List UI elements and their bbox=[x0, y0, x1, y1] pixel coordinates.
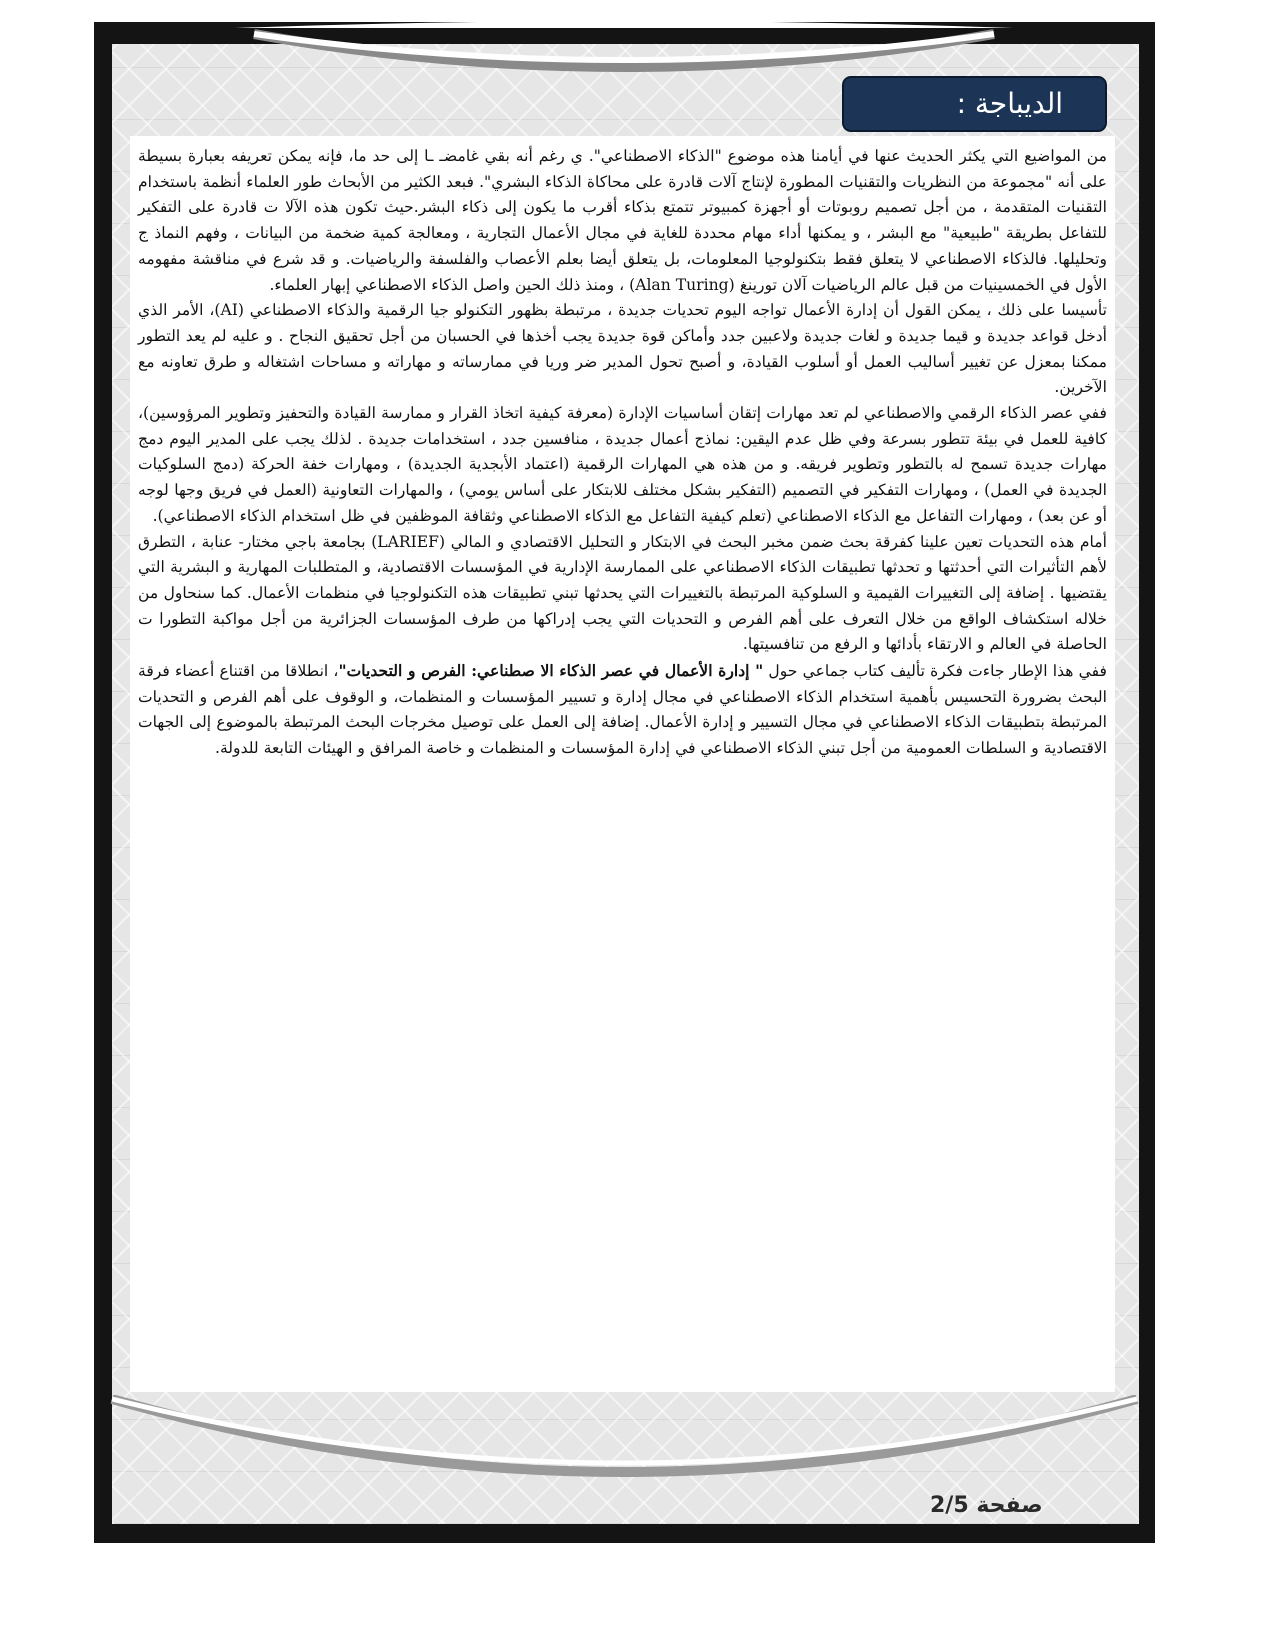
book-idea-lead: ففي هذا الإطار جاءت فكرة تأليف كتاب جماعي حول bbox=[763, 662, 1107, 681]
book-idea-rest: ، انطلاقا من اقتناع أعضاء فرقة البحث بضرورة التحسيس بأهمية استخدام الذكاء الاصطناعي في مجال إدارة و تسيير المؤسسات و المنظمات، و الوقوف على أهم الفرص و التحديات المرتبطة بتطبيقات الذكاء الاصطناعي في مجال التسيير و إدارة الأعمال. إضافة إلى العمل على توصيل مخرجات البحث المرتبطة بالموضوع إلى الجهات الاقتصادية و السلطات العمومية من أجل تبني الذكاء الاصطناعي في إدارة المؤسسات و المنظمات و خاصة المرافق و الهيئات التابعة للدولة. bbox=[138, 662, 1107, 758]
paragraph-skills: ففي عصر الذكاء الرقمي والاصطناعي لم تعد مهارات إتقان أساسيات الإدارة (معرفة كيفية اتخاذ القرار و ممارسة القيادة والتحفيز وتطوير المرؤوسين)، كافية للعمل في بيئة تتطور بسرعة وفي ظل عدم اليقين: نماذج أعمال جديدة ، منافسين جدد ، استخدامات جديدة . لذلك يجب على المدير اليوم دمج مهارات جديدة تسمح له بالتطور وتطوير فريقه. و من هذه هي المهارات الرقمية (اعتماد الأبجدية الجديدة) ، ومهارات خفة الحركة (دمج السلوكيات الجديدة في العمل) ، ومهارات التفكير في التصميم (التفكير بشكل مختلف للابتكار على أساس يومي) ، والمهارات التعاونية (العمل في فريق وجها لوجه أو عن بعد) ، ومهارات التفاعل مع الذكاء الاصطناعي (تعلم كيفية التفاعل مع الذكاء الاصطناعي وثقافة الموظفين في ظل استخدام الذكاء الاصطناعي). bbox=[138, 404, 1107, 525]
page-number bbox=[930, 1493, 1080, 1518]
paragraph-book-idea bbox=[138, 658, 1107, 762]
body-text bbox=[130, 136, 1115, 1392]
page-number-value: 2/5 bbox=[930, 1493, 969, 1518]
paragraph-intro: من المواضيع التي يكثر الحديث عنها في أيامنا هذه موضوع "الذكاء الاصطناعي". ي رغم أنه بقي غامضـ ـا إلى حد ما، فإنه يمكن تعريفه بعبارة بسيطة على أنه "مجموعة من النظريات والتقنيات المطورة لإنتاج آلات قادرة على محاكاة الذكاء البشري". فبعد الكثير من الأبحاث طور العلماء أنظمة باستخدام التقنيات المتقدمة ، من أجل تصميم روبوتات أو أجهزة كمبيوتر تتمتع بذكاء أقرب ما يكون إلى ذكاء البشر.حيث تكون هذه الآلا ت قادرة على التفكير للتفاعل بطريقة "طبيعية" مع البشر ، و يمكنها أداء مهام محددة للغاية في مجال الأعمال التجارية ، ومعالجة كمية ضخمة من البيانات ، وفهم النماذ ج وتحليلها. فالذكاء الاصطناعي لا يتعلق فقط بتكنولوجيا المعلومات، بل يتعلق أيضا بعلم الأعصاب والفلسفة والرياضيات. و قد شرع في مناقشة مفهومه الأول في الخمسينيات من قبل عالم الرياضيات آلان تورينغ (Alan Turing) ، ومنذ ذلك الحين واصل الذكاء الاصطناعي إبهار العلماء. bbox=[138, 147, 1107, 294]
book-title: " إدارة الأعمال في عصر الذكاء الا صطناعي: الفرص و التحديات" bbox=[338, 661, 764, 681]
page-number-label: صفحة bbox=[976, 1493, 1043, 1518]
bottom-curve-decoration bbox=[94, 1395, 1155, 1485]
section-title: الديباجة : bbox=[842, 76, 1107, 132]
paragraph-challenges: تأسيسا على ذلك ، يمكن القول أن إدارة الأعمال تواجه اليوم تحديات جديدة ، مرتبطة بظهور التكنولو جيا الرقمية والذكاء الاصطناعي (AI)، الأمر الذي أدخل قواعد جديدة و قيما جديدة و لغات جديدة ولاعبين جدد وأماكن قوة جديدة يجب أخذها في الحسبان من أجل تحقيق النجاح . و عليه لم يعد التطور ممكنا بمعزل عن تغيير أساليب العمل أو أسلوب القيادة، و أصبح تحول المدير ضر وريا في ممارساته و مهاراته و مساحات اشتغاله و طرق تعاونه مع الآخرين. bbox=[138, 301, 1107, 397]
paragraph-research-team: أمام هذه التحديات تعين علينا كفرقة بحث ضمن مخبر البحث في الابتكار و التحليل الاقتصادي و المالي (LARIEF) بجامعة باجي مختار- عنابة ، التطرق لأهم التأثيرات التي أحدثتها و تحدثها تطبيقات الذكاء الاصطناعي على الممارسة الإدارية في المؤسسات الاقتصادية، و المتطلبات المهارية و البشرية التي يقتضيها . إضافة إلى التغييرات القيمية و السلوكية المرتبطة بالتغييرات التي يحدثها تبني تطبيقات هذه التكنولوجيا في منظمات الأعمال. كما سنحاول من خلاله استكشاف الواقع من خلال التعرف على أهم الفرص و التحديات التي يجب إدراكها من طرف المؤسسات الجزائرية من أجل مواكبة التطورا ت الحاصلة في العالم و الارتقاء بأدائها و الرفع من تنافسيتها. bbox=[138, 532, 1107, 654]
